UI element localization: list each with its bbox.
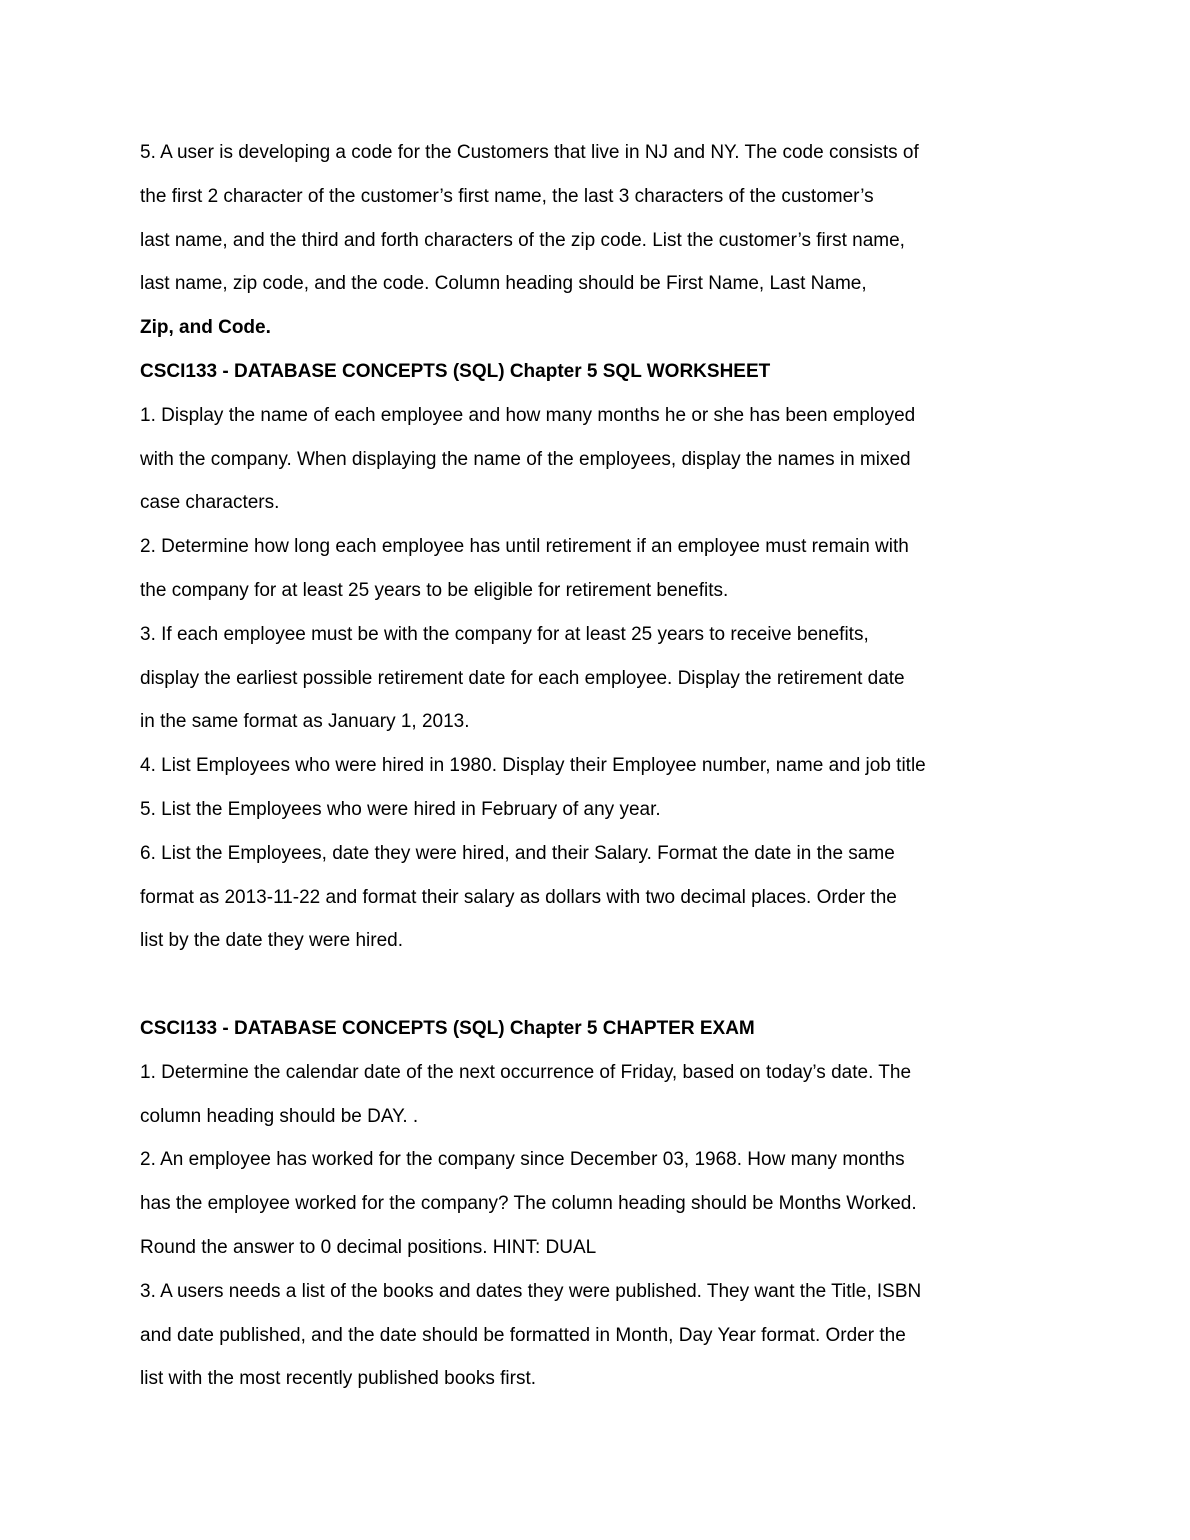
exam-line: column heading should be DAY. .	[140, 1105, 419, 1127]
intro-line: last name, zip code, and the code. Column heading should be First Name, Last Name,	[140, 273, 867, 295]
exam-line: has the employee worked for the company? The column heading should be Months Worked.	[140, 1193, 917, 1215]
worksheet-line: the company for at least 25 years to be eligible for retirement benefits.	[140, 579, 729, 601]
worksheet-line: display the earliest possible retirement date for each employee. Display the retirement date	[140, 667, 905, 689]
exam-line: and date published, and the date should be formatted in Month, Day Year format. Order the	[140, 1324, 906, 1346]
exam-line: 2. An employee has worked for the company since December 03, 1968. How many months	[140, 1149, 905, 1171]
section-spacer	[140, 963, 970, 1007]
worksheet-line: in the same format as January 1, 2013.	[140, 711, 470, 733]
worksheet-line: 2. Determine how long each employee has until retirement if an employee must remain with	[140, 536, 909, 558]
worksheet-line: 4. List Employees who were hired in 1980. Display their Employee number, name and job title	[140, 755, 926, 777]
exam-line: 1. Determine the calendar date of the next occurrence of Friday, based on today’s date. The	[140, 1061, 912, 1083]
worksheet-line: 6. List the Employees, date they were hired, and their Salary. Format the date in the same	[140, 842, 895, 864]
exam-heading: CSCI133 - DATABASE CONCEPTS (SQL) Chapter 5 CHAPTER EXAM	[140, 1017, 755, 1039]
intro-line-bold: Zip, and Code.	[140, 317, 271, 339]
worksheet-line: list by the date they were hired.	[140, 930, 403, 952]
worksheet-line: format as 2013-11-22 and format their salary as dollars with two decimal places. Order the	[140, 886, 897, 908]
worksheet-line: 3. If each employee must be with the company for at least 25 years to receive benefits,	[140, 623, 869, 645]
document-body	[140, 131, 970, 1401]
exam-line: Round the answer to 0 decimal positions. HINT: DUAL	[140, 1236, 597, 1258]
worksheet-line: 5. List the Employees who were hired in February of any year.	[140, 798, 661, 820]
intro-line: 5. A user is developing a code for the Customers that live in NJ and NY. The code consists of	[140, 142, 919, 163]
intro-line: last name, and the third and forth characters of the zip code. List the customer’s first name,	[140, 229, 905, 251]
intro-line: the first 2 character of the customer’s first name, the last 3 characters of the customer’s	[140, 185, 874, 207]
worksheet-heading: CSCI133 - DATABASE CONCEPTS (SQL) Chapter 5 SQL WORKSHEET	[140, 360, 771, 382]
worksheet-line: case characters.	[140, 492, 280, 514]
worksheet-line: with the company. When displaying the name of the employees, display the names in mixed	[140, 448, 911, 470]
worksheet-line: 1. Display the name of each employee and how many months he or she has been employed	[140, 404, 916, 426]
exam-line: list with the most recently published books first.	[140, 1368, 537, 1390]
exam-line: 3. A users needs a list of the books and dates they were published. They want the Title, ISBN	[140, 1280, 922, 1302]
